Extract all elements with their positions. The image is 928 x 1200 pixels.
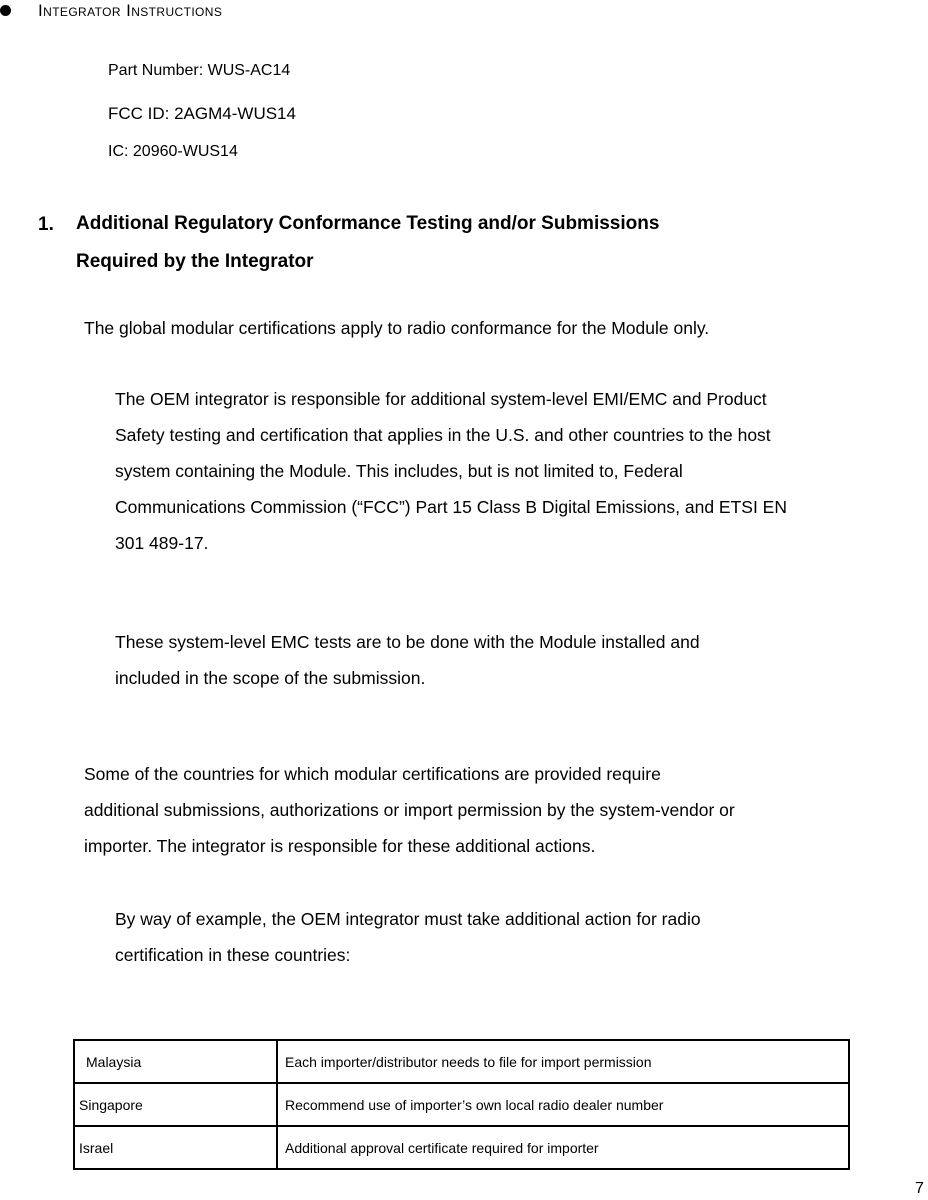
paragraph-line: importer. The integrator is responsible for these additional actions. [84, 836, 596, 856]
section-number: 1. [38, 214, 54, 235]
table-row [74, 1126, 849, 1169]
paragraph-line: 301 489-17. [115, 533, 209, 553]
table-cell-detail: Each importer/distributor needs to file for import permission [277, 1040, 849, 1083]
bullet-icon [0, 5, 11, 16]
table-cell-country: Singapore [74, 1083, 277, 1126]
paragraph-line: Communications Commission (“FCC”) Part 15 Class B Digital Emissions, and ETSI EN [115, 497, 787, 517]
table-cell-country: Israel [74, 1126, 277, 1169]
paragraph-line: certification in these countries: [115, 945, 351, 965]
paragraph-line: included in the scope of the submission. [115, 668, 426, 688]
table-cell-country: Malaysia [74, 1040, 277, 1083]
paragraph-line: Safety testing and certification that applies in the U.S. and other countries to the host [115, 425, 771, 445]
section-title-line: Required by the Integrator [76, 251, 314, 272]
paragraph-line: The OEM integrator is responsible for additional system-level EMI/EMC and Product [115, 389, 767, 409]
paragraph-line: These system-level EMC tests are to be done with the Module installed and [115, 632, 700, 652]
paragraph-additional-submissions [84, 756, 735, 864]
paragraph-emc-tests [115, 624, 700, 696]
table-row [74, 1083, 849, 1126]
section-title [76, 205, 659, 281]
fcc-id: FCC ID: 2AGM4-WUS14 [108, 104, 296, 123]
header-title: Integrator Instructions [38, 1, 223, 20]
paragraph-line: additional submissions, authorizations or import permission by the system-vendor or [84, 800, 735, 820]
table-cell-detail: Recommend use of importer’s own local radio dealer number [277, 1083, 849, 1126]
table-cell-detail: Additional approval certificate required for importer [277, 1126, 849, 1169]
paragraph-line: Some of the countries for which modular certifications are provided require [84, 764, 661, 784]
section-title-line: Additional Regulatory Conformance Testing and/or Submissions [76, 213, 660, 234]
paragraph-oem-responsibility [115, 381, 787, 561]
part-number: Part Number: WUS-AC14 [108, 62, 291, 79]
paragraph-line: The global modular certifications apply to radio conformance for the Module only. [84, 318, 710, 338]
paragraph-scope [84, 310, 709, 346]
paragraph-example [115, 901, 701, 973]
countries-table [73, 1039, 850, 1170]
paragraph-line: By way of example, the OEM integrator must take additional action for radio [115, 909, 701, 929]
paragraph-line: system containing the Module. This includes, but is not limited to, Federal [115, 461, 683, 481]
page-number: 7 [915, 1180, 924, 1197]
ic-number: IC: 20960-WUS14 [108, 143, 238, 160]
table-row [74, 1040, 849, 1083]
